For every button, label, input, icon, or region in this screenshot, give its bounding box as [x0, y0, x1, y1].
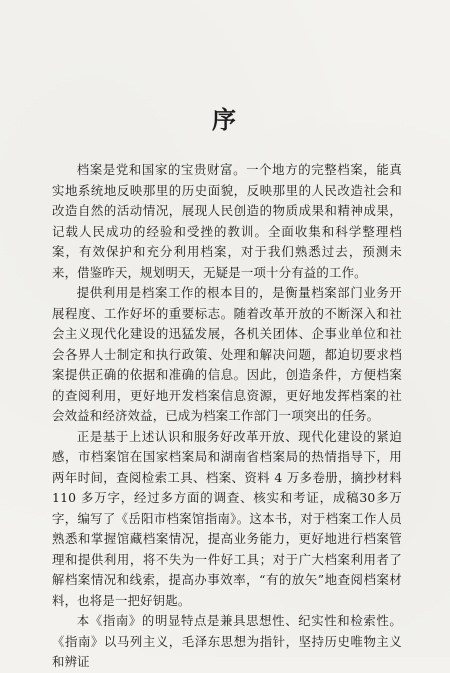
paragraph-1: 档案是党和国家的宝贵财富。一个地方的完整档案，能真实地系统地反映那里的历史面貌，反映那里的人民改造社会和改造自然的活动情况，展现人民创造的物质成果和精神成果，记载人民成功的经验和受挫的教训。全面收集和科学整理档案，有效保护和充分利用档案，对于我们熟悉过去，预测未来，借鉴昨天，规划明天，无疑是一项十分有益的工作。 — [52, 162, 402, 280]
paragraph-2: 提供利用是档案工作的根本目的，是衡量档案部门业务开展程度、工作好坏的重要标志。随着改革开放的不断深入和社会主义现代化建设的迅猛发展，各机关团体、企事业单位和社会各界人士制定和执行政策、处理和解决问题，都迫切要求档案提供正确的依据和准确的信息。因此，创造条件，方便档案的查阅利用，更好地开发档案信息资源，更好地发挥档案的社会效益和经济效益，已成为档案工作部门一项突出的任务。 — [52, 285, 402, 423]
preface-title: 序 — [212, 105, 238, 134]
preface-body — [52, 160, 402, 673]
paragraph-3: 正是基于上述认识和服务好改革开放、现代化建设的紧迫感，市档案馆在国家档案局和湖南省档案局的热情指导下，用两年时间，查阅检索工具、档案、资料 4 万多卷册，摘抄材料 110 多万字，经过多方面的调查、核实和考证，成稿30多万字，编写了《岳阳市档案馆指南》。这本书，对于档案工作人员熟悉和掌握馆藏档案情况，提高业务能力，更好地进行档案管理和提供利用，将不失为一件好工具；对于广大档案利用者了解档案情况和线索，提高办事效率，“有的放矢”地查阅档案材料，也将是一把好钥匙。 — [52, 428, 402, 608]
paragraph-4: 本《指南》的明显特点是兼具思想性、纪实性和检索性。《指南》以马列主义，毛泽东思想为指针，坚持历史唯物主义和辨证 — [52, 613, 402, 669]
